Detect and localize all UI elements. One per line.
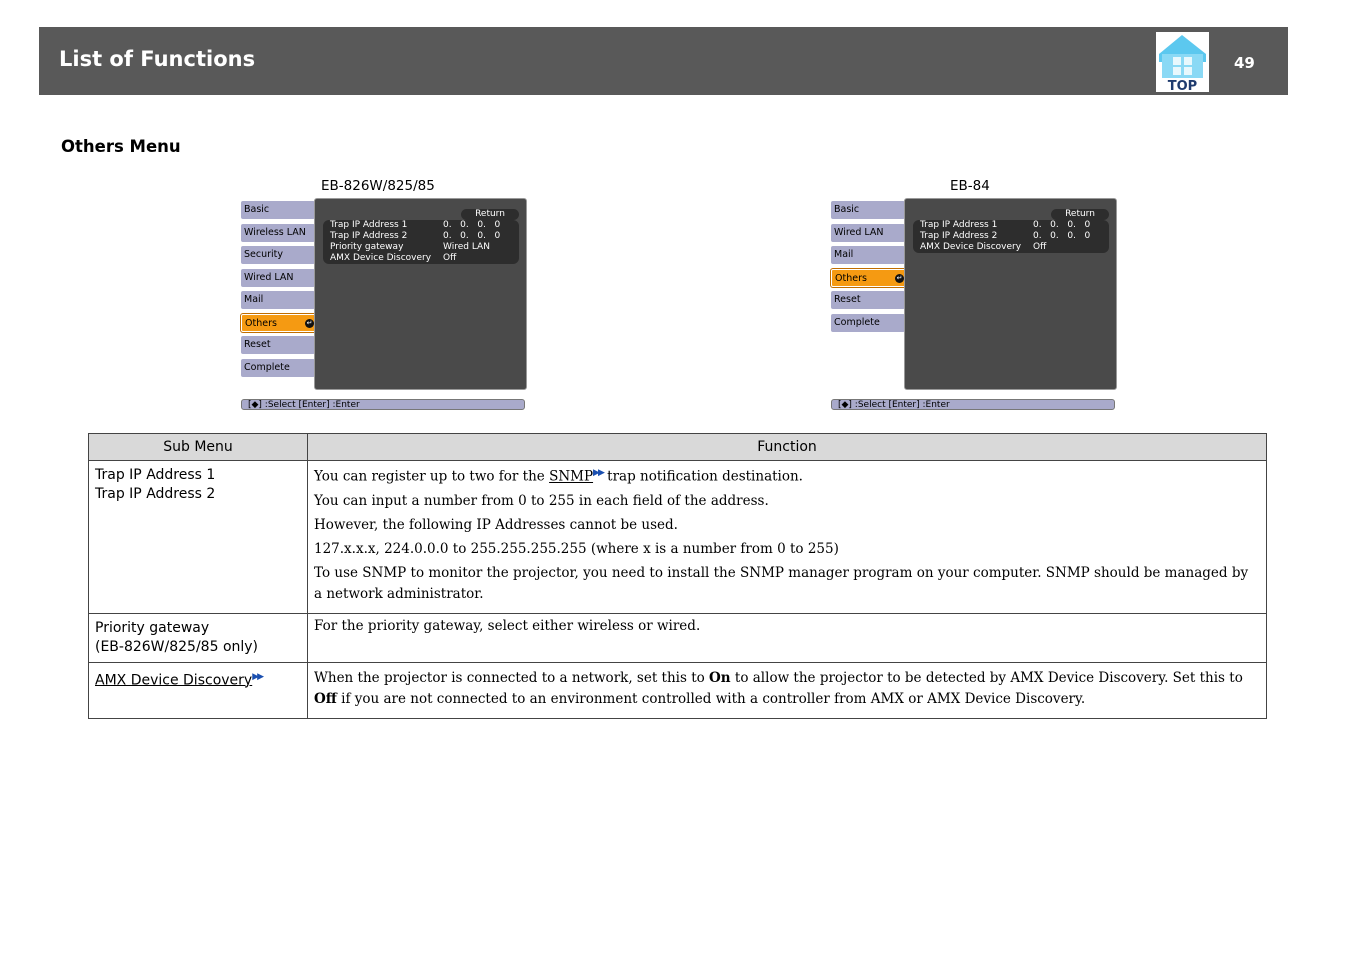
page-header	[39, 27, 1288, 95]
menu-tab-others[interactable]: Others ↵	[241, 314, 318, 332]
table-row	[89, 613, 1267, 662]
page-number: 49	[1234, 54, 1255, 72]
menu-tab-basic[interactable]: Basic	[241, 201, 315, 219]
menu-row-trap-ip-1[interactable]: Trap IP Address 1 0. 0. 0. 0	[330, 220, 501, 230]
menu-tab-complete[interactable]: Complete	[241, 359, 315, 377]
menu-tab-basic[interactable]: Basic	[831, 201, 905, 219]
function-cell: For the priority gateway, select either wireless or wired.	[308, 613, 1267, 662]
menu-screenshot-1	[241, 178, 531, 410]
menu-tab-wired-lan[interactable]: Wired LAN	[241, 269, 315, 287]
menu-screenshot-2	[831, 178, 1121, 410]
menu-tab-mail[interactable]: Mail	[241, 291, 315, 309]
menu-tab-reset[interactable]: Reset	[831, 291, 905, 309]
top-logo-text: TOP	[1167, 79, 1198, 92]
menu-settings-list	[913, 220, 1109, 253]
section-title: Others Menu	[61, 137, 181, 156]
return-button[interactable]: Return	[1051, 209, 1109, 220]
glossary-arrow-icon[interactable]: ▶▶	[252, 671, 263, 682]
menu-tab-complete[interactable]: Complete	[831, 314, 905, 332]
menu-footer-hint: [◆] :Select [Enter] :Enter	[241, 399, 525, 410]
glossary-arrow-icon[interactable]: ▶▶	[593, 468, 603, 478]
sub-menu-cell: Trap IP Address 1 Trap IP Address 2	[89, 461, 308, 614]
page-title: List of Functions	[59, 47, 256, 71]
menu-row-amx-discovery[interactable]: AMX Device Discovery Off	[920, 242, 1047, 252]
menu-row-trap-ip-1[interactable]: Trap IP Address 1 0. 0. 0. 0	[920, 220, 1091, 230]
table-row	[89, 662, 1267, 718]
menu-tab-wireless-lan[interactable]: Wireless LAN	[241, 224, 315, 242]
sub-menu-cell: Priority gateway (EB-826W/825/85 only)	[89, 613, 308, 662]
home-icon	[1156, 32, 1209, 92]
menu-tab-others[interactable]: Others ↵	[831, 269, 908, 287]
snmp-link[interactable]: SNMP	[549, 468, 594, 485]
enter-icon: ↵	[306, 319, 313, 327]
function-cell: When the projector is connected to a network, set this to On to allow the projector to be detected by AMX Device Discovery. Set this to Off if you are not connected to an environment controlled with a controller from AMX or AMX Device Discovery.	[308, 662, 1267, 718]
menu-row-trap-ip-2[interactable]: Trap IP Address 2 0. 0. 0. 0	[920, 231, 1091, 241]
menu-panel	[904, 198, 1117, 390]
column-header-function: Function	[308, 434, 1267, 461]
menu-row-amx-discovery[interactable]: AMX Device Discovery Off	[330, 253, 457, 263]
menu-footer-hint: [◆] :Select [Enter] :Enter	[831, 399, 1115, 410]
menu-tab-security[interactable]: Security	[241, 246, 315, 264]
menu-panel	[314, 198, 527, 390]
top-link-button[interactable]	[1156, 32, 1209, 92]
menu-tab-wired-lan[interactable]: Wired LAN	[831, 224, 905, 242]
function-table	[88, 433, 1267, 719]
menu-tab-mail[interactable]: Mail	[831, 246, 905, 264]
return-button[interactable]: Return	[461, 209, 519, 220]
sub-menu-cell	[89, 662, 308, 718]
menu-settings-list	[323, 220, 519, 264]
menu-model-label: EB-826W/825/85	[321, 178, 435, 194]
menu-tab-reset[interactable]: Reset	[241, 336, 315, 354]
column-header-sub-menu: Sub Menu	[89, 434, 308, 461]
menu-row-trap-ip-2[interactable]: Trap IP Address 2 0. 0. 0. 0	[330, 231, 501, 241]
menu-model-label: EB-84	[950, 178, 990, 194]
enter-icon: ↵	[896, 274, 903, 282]
amx-device-discovery-link[interactable]: AMX Device Discovery	[95, 672, 253, 689]
menu-row-priority-gateway[interactable]: Priority gateway Wired LAN	[330, 242, 490, 252]
table-row	[89, 461, 1267, 614]
function-cell: You can register up to two for the SNMP▶▶ trap notification destination. You can input a number from 0 to 255 in each field of the address. However, the following IP Addresses cannot be used. 127.x.x.x, 224.0.0.0 to 255.255.255.255 (where x is a number from 0 to 255) To use SNMP to monitor the projector, you need to install the SNMP manager program on your computer. SNMP should be managed by a network administrator.	[308, 461, 1267, 614]
